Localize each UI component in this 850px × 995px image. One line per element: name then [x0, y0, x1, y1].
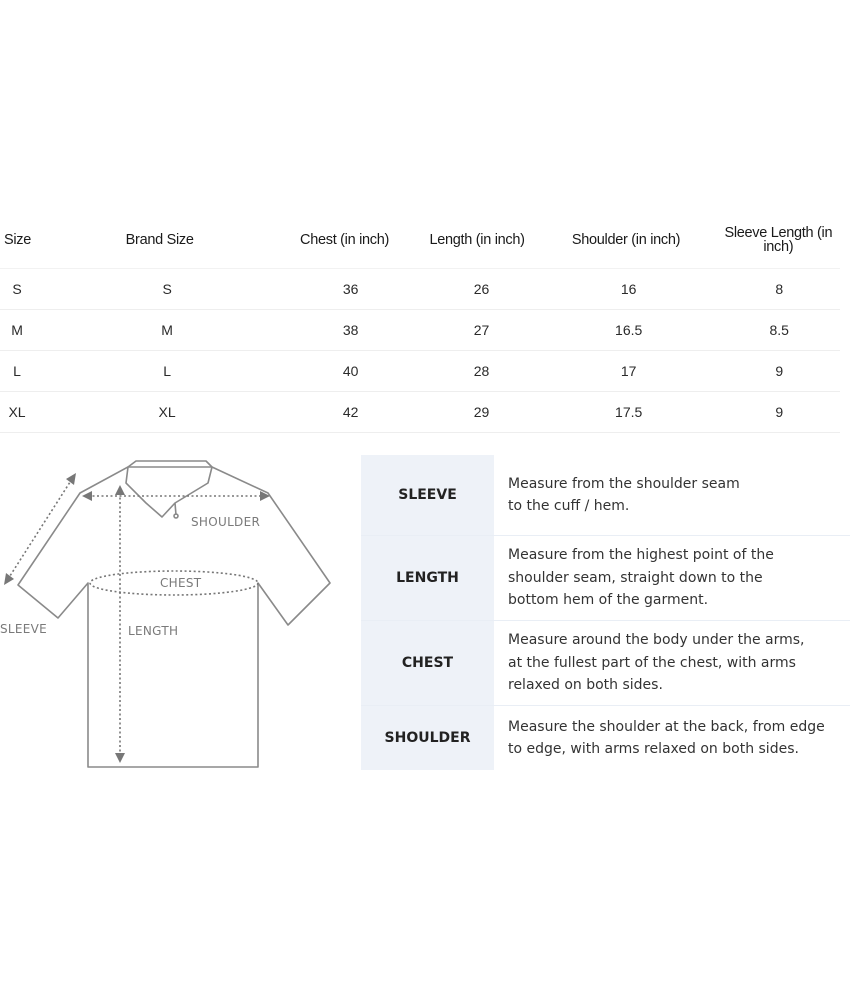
guide-description-line: bottom hem of the garment. — [508, 592, 709, 609]
guide-description — [494, 706, 825, 770]
shirt-body-outline — [18, 467, 330, 767]
guide-row-sleeve — [361, 455, 850, 536]
arrow-icon — [4, 573, 14, 585]
header-shoulder: Shoulder (in inch) — [571, 232, 681, 248]
guide-description-line: shoulder seam, straight down to the — [508, 569, 763, 586]
cell-length: 27 — [473, 322, 490, 338]
guide-description-line: Measure around the body under the arms, — [508, 632, 805, 649]
table-row — [0, 351, 840, 392]
guide-description — [494, 621, 804, 705]
guide-term: SLEEVE — [361, 455, 494, 535]
table-header-row — [0, 212, 840, 269]
shirt-outline-illustration — [0, 455, 340, 775]
cell-shoulder: 17.5 — [615, 404, 643, 420]
guide-description-line: to the cuff / hem. — [508, 498, 630, 514]
shirt-measurement-diagram — [0, 455, 340, 775]
arrow-icon — [115, 753, 125, 763]
cell-brand-size: S — [162, 281, 172, 297]
cell-length: 28 — [473, 363, 490, 379]
cell-chest: 36 — [342, 281, 359, 297]
table-row — [0, 269, 840, 310]
guide-term: LENGTH — [361, 536, 494, 620]
cell-sleeve-length: 9 — [775, 363, 784, 379]
guide-description — [494, 455, 740, 535]
cell-shoulder: 16.5 — [615, 322, 643, 338]
cell-length: 26 — [473, 281, 490, 297]
header-length: Length (in inch) — [429, 232, 525, 248]
guide-row-length — [361, 536, 850, 621]
guide-row-chest — [361, 621, 850, 706]
sleeve-measure-line — [8, 479, 72, 579]
cell-length: 29 — [473, 404, 490, 420]
cell-size: XL — [8, 404, 26, 420]
guide-description-line: at the fullest part of the chest, with arms — [508, 654, 796, 671]
cell-size: M — [11, 322, 23, 338]
cell-brand-size: L — [163, 363, 172, 379]
cell-chest: 42 — [342, 404, 359, 420]
cell-shoulder: 17 — [620, 363, 637, 379]
cell-size: L — [13, 363, 21, 379]
cell-sleeve-length: 8 — [775, 281, 784, 297]
guide-description-line: Measure from the highest point of the — [508, 547, 774, 564]
cell-chest: 38 — [342, 322, 359, 338]
guide-description — [494, 536, 774, 620]
guide-description-line: to edge, with arms relaxed on both sides. — [508, 741, 799, 757]
length-label: LENGTH — [128, 624, 179, 638]
table-row — [0, 392, 840, 433]
chest-label: CHEST — [160, 576, 202, 590]
shoulder-label: SHOULDER — [191, 515, 261, 529]
guide-description-line: Measure the shoulder at the back, from edge — [508, 718, 825, 735]
guide-term: CHEST — [361, 621, 494, 705]
guide-description-line: Measure from the shoulder seam — [508, 475, 740, 492]
sleeve-label: SLEEVE — [0, 622, 48, 636]
guide-term: SHOULDER — [361, 706, 494, 770]
size-chart-table — [0, 212, 840, 433]
cell-shoulder: 16 — [620, 281, 637, 297]
cell-size: S — [12, 281, 22, 297]
table-row — [0, 310, 840, 351]
shirt-collar — [126, 461, 212, 517]
arrow-icon — [66, 473, 76, 485]
header-size: Size — [4, 232, 32, 248]
header-brand-size: Brand Size — [125, 232, 194, 248]
guide-description-line: relaxed on both sides. — [508, 677, 663, 694]
cell-brand-size: XL — [158, 404, 176, 420]
cell-brand-size: M — [161, 322, 173, 338]
cell-sleeve-length: 8.5 — [769, 322, 789, 338]
header-chest: Chest (in inch) — [300, 232, 390, 248]
guide-row-shoulder — [361, 706, 850, 770]
cell-chest: 40 — [342, 363, 359, 379]
arrow-icon — [82, 491, 92, 501]
measurement-guide — [361, 455, 850, 770]
header-sleeve-length: Sleeve Length (in inch) — [724, 225, 833, 255]
arrow-icon — [115, 485, 125, 495]
cell-sleeve-length: 9 — [775, 404, 784, 420]
